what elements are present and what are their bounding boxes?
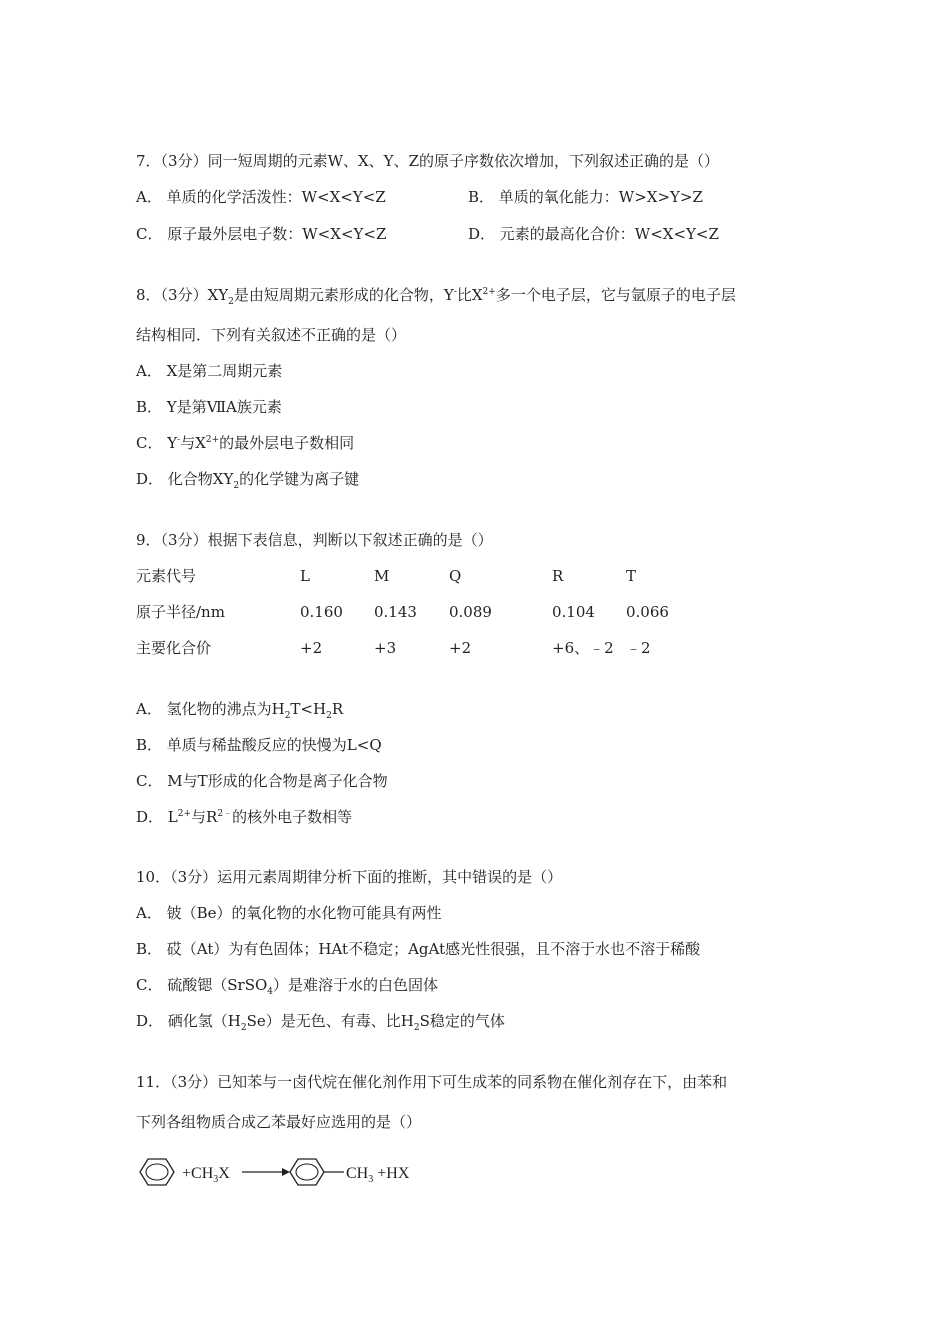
table-cell: +6、﹣2 bbox=[552, 639, 614, 657]
table-cell: Q bbox=[449, 567, 462, 585]
q8-option-c: C． Y-与$X^{2+}$的最外层电子数相同 bbox=[136, 434, 355, 452]
q8-stem-line2: 结构相同．下列有关叙述不正确的是（） bbox=[136, 326, 407, 344]
table-cell: 主要化合价 bbox=[136, 639, 212, 657]
benzene-ring-icon bbox=[290, 1159, 344, 1185]
table-cell: 元素代号 bbox=[136, 567, 197, 585]
q10-option-c: C． 硫酸锶（SrSO$_4$）是难溶于水的白色固体 bbox=[136, 976, 439, 997]
q8-option-a: A． X是第二周期元素 bbox=[136, 362, 283, 380]
q7-option-c: C． 原子最外层电子数：W<X<Y<Z bbox=[136, 225, 387, 243]
table-cell: L bbox=[300, 567, 310, 585]
table-cell: 原子半径/nm bbox=[136, 603, 225, 621]
q8-stem: 8．（3分）$XY_2$是由短周期元素形成的化合物，Y-比$X^{2+}$多一个电子层，它与氩原子的电子层 bbox=[136, 286, 736, 307]
q9-option-c: C． M与T形成的化合物是离子化合物 bbox=[136, 772, 388, 790]
q11-reaction-diagram bbox=[136, 1152, 436, 1192]
q8-option-b: B． Y是第ⅦA族元素 bbox=[136, 398, 282, 416]
table-cell: R bbox=[552, 567, 564, 585]
table-cell: M bbox=[374, 567, 390, 585]
q9-option-d: D． $L^{2+}$与$R^{2﹣}$的核外电子数相等 bbox=[136, 808, 353, 826]
q11-stem: 11．（3分）已知苯与一卤代烷在催化剂作用下可生成苯的同系物在催化剂存在下，由苯和 bbox=[136, 1073, 728, 1091]
table-cell: +2 bbox=[300, 639, 323, 657]
q8-option-d: D． 化合物$XY_2$的化学键为离子键 bbox=[136, 470, 360, 491]
benzene-ring-icon bbox=[140, 1159, 174, 1185]
q10-option-a: A． 铍（Be）的氧化物的水化物可能具有两性 bbox=[136, 904, 442, 922]
table-cell: T bbox=[626, 567, 637, 585]
q10-option-b: B． 砹（At）为有色固体；HAt不稳定；AgAt感光性很强，且不溶于水也不溶于稀酸 bbox=[136, 940, 701, 958]
table-cell: ﹣2 bbox=[626, 639, 651, 657]
q10-stem: 10．（3分）运用元素周期律分析下面的推断，其中错误的是（） bbox=[136, 868, 563, 886]
q7-option-d: D． 元素的最高化合价：W<X<Y<Z bbox=[468, 225, 719, 243]
table-cell: +3 bbox=[374, 639, 397, 657]
q7-option-b: B． 单质的氧化能力：W>X>Y>Z bbox=[468, 188, 703, 206]
q9-option-b: B． 单质与稀盐酸反应的快慢为L<Q bbox=[136, 736, 382, 754]
arrow-right-icon bbox=[242, 1168, 290, 1176]
table-cell: 0.104 bbox=[552, 603, 595, 621]
reaction-reagent: $+CH_3X$ bbox=[182, 1165, 230, 1185]
table-cell: 0.066 bbox=[626, 603, 669, 621]
q7-option-a: A． 单质的化学活泼性：W<X<Y<Z bbox=[136, 188, 386, 206]
table-cell: +2 bbox=[449, 639, 472, 657]
q9-option-a: A． 氢化物的沸点为$H_2T<H_2R$ bbox=[136, 700, 344, 721]
q7-stem: 7．（3分）同一短周期的元素W、X、Y、Z的原子序数依次增加，下列叙述正确的是（） bbox=[136, 152, 720, 170]
q11-stem-line2: 下列各组物质合成乙苯最好应选用的是（） bbox=[136, 1113, 422, 1131]
table-cell: 0.143 bbox=[374, 603, 417, 621]
table-cell: 0.160 bbox=[300, 603, 343, 621]
q10-option-d: D． 硒化氢$(H_2Se)$是无色、有毒、比$H_2S$稳定的气体 bbox=[136, 1012, 505, 1033]
table-cell: 0.089 bbox=[449, 603, 492, 621]
reaction-product: $CH_3 +HX$ bbox=[346, 1165, 410, 1185]
q9-stem: 9．（3分）根据下表信息，判断以下叙述正确的是（） bbox=[136, 531, 493, 549]
